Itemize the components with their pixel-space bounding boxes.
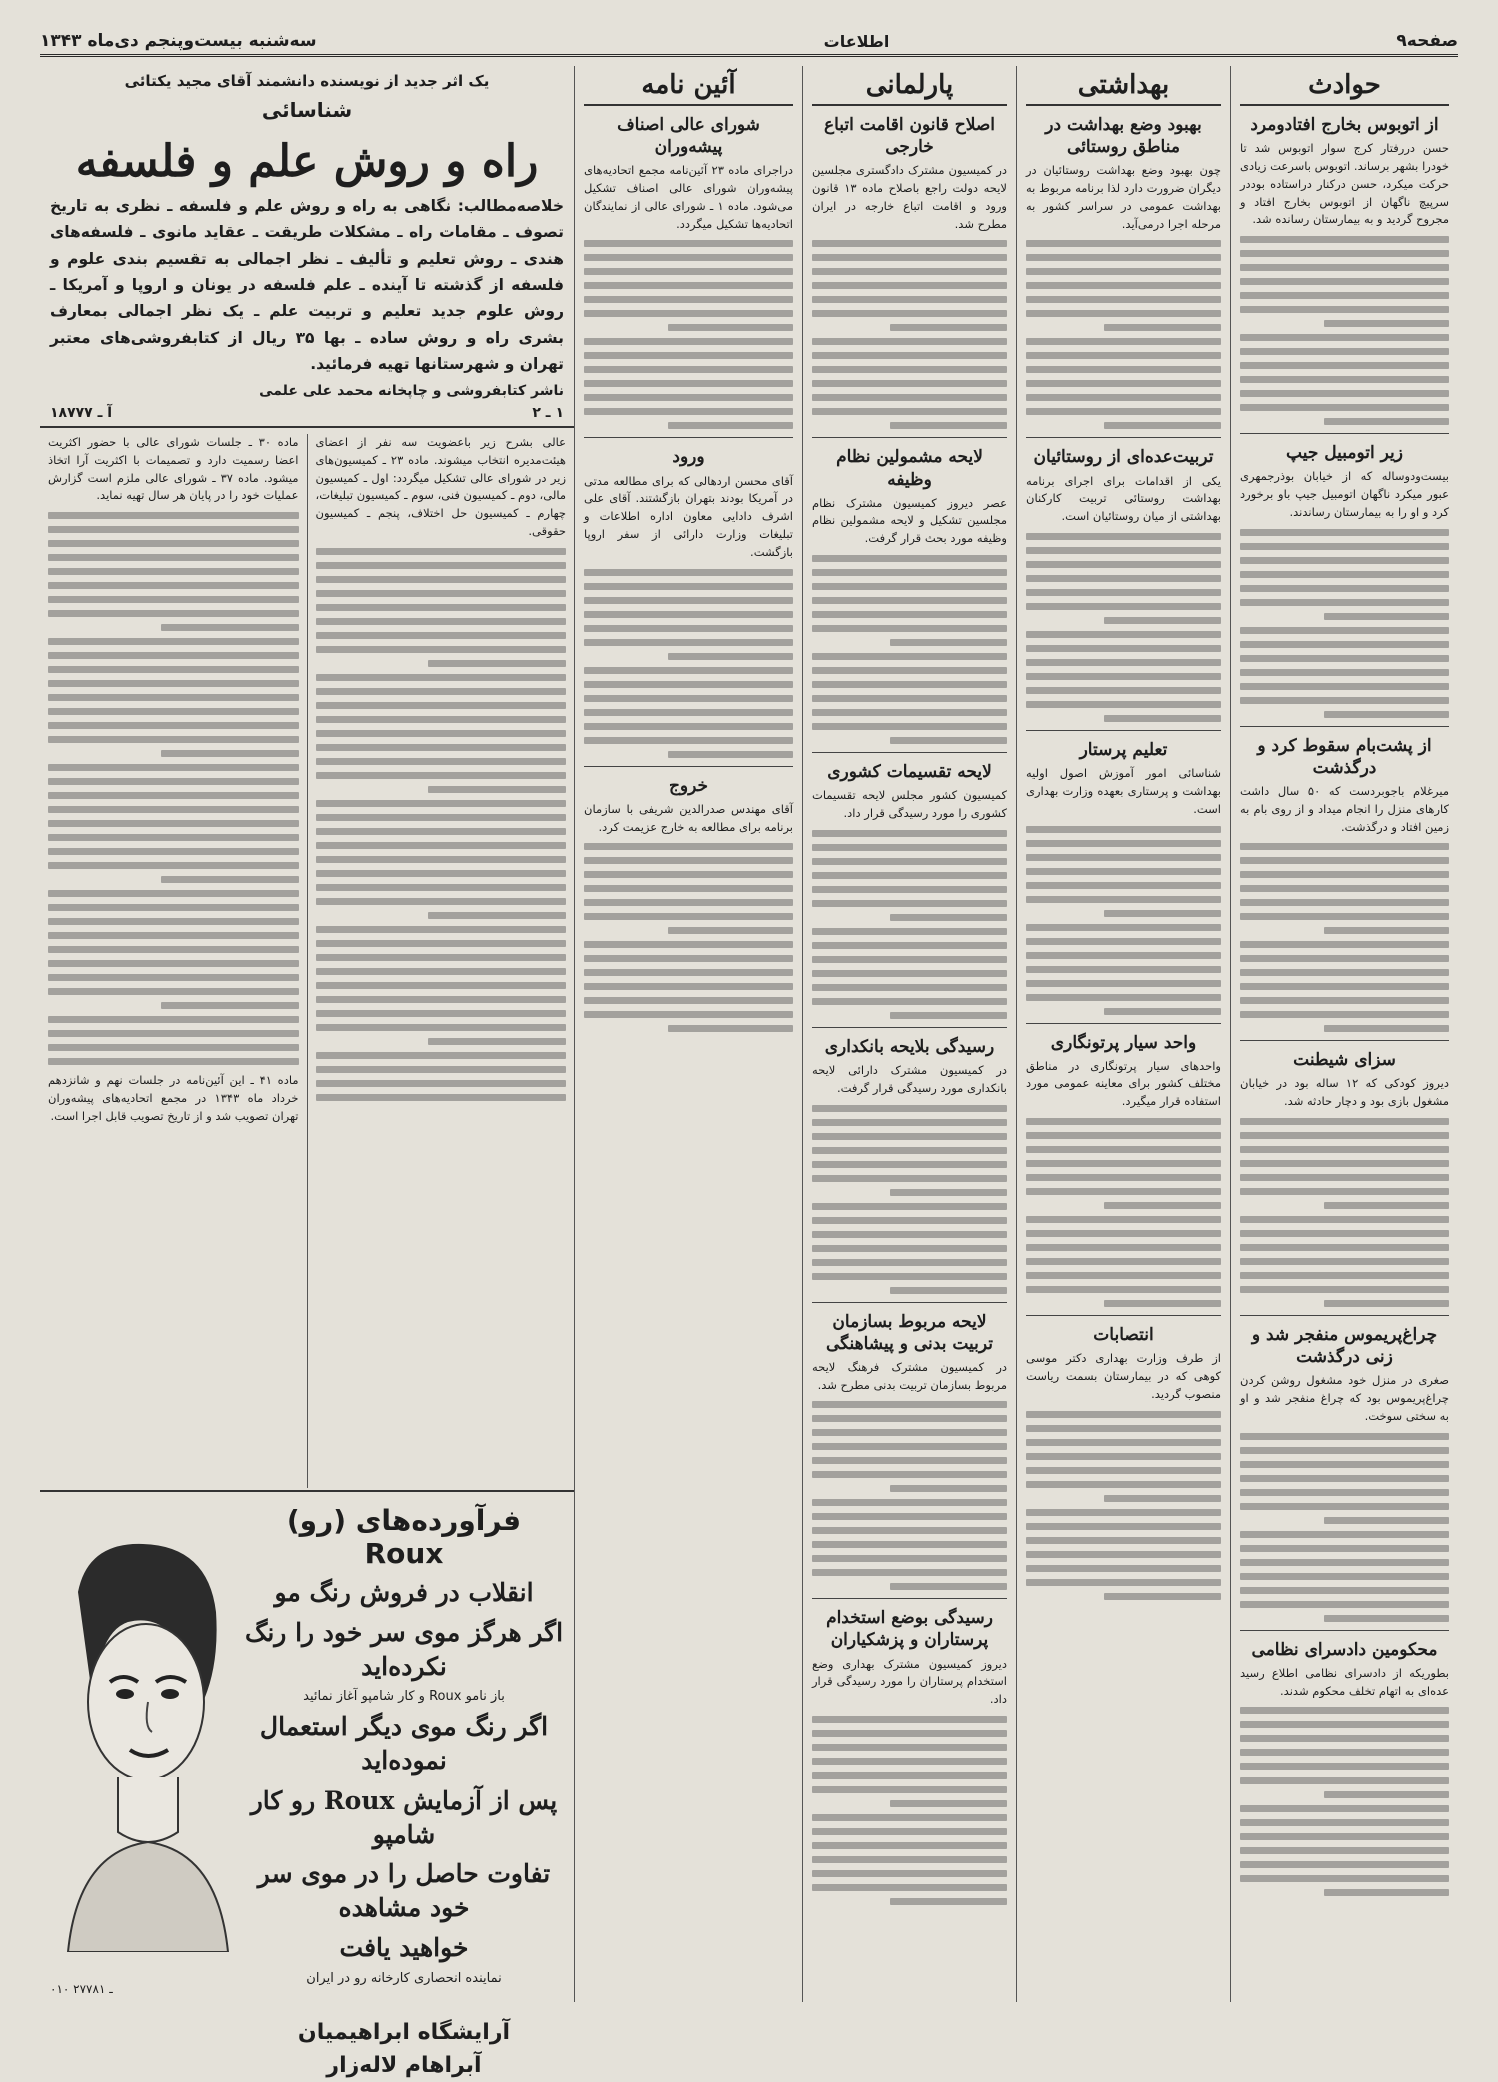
book-code-left: آ ـ ۱۸۷۷۷: [50, 405, 113, 422]
book-code-right: ۱ ـ ۲: [532, 405, 564, 422]
text-lines: [584, 240, 793, 429]
health-heading: بهداشتی: [1026, 70, 1221, 106]
article-body: در کمیسیون مشترک دادگستری مجلسین لایحه دولت راجع باصلاح ماده ۱۳ قانون ورود و اقامت اتباع خارجه در ایران مطرح شد.: [812, 163, 1007, 231]
text-lines: [1240, 1433, 1449, 1622]
article-divider: [812, 437, 1007, 438]
text-lines: [812, 1105, 1007, 1294]
book-codes: [40, 399, 574, 421]
ad-agent: نماینده انحصاری کارخانه رو در ایران: [306, 1970, 502, 1986]
article-title: بهبود وضع بهداشت در مناطق روستائی: [1045, 115, 1202, 158]
statute-continuation: [40, 434, 574, 1488]
article-divider: [1240, 1630, 1449, 1631]
article-divider: [812, 1302, 1007, 1303]
book-advert: [40, 66, 574, 428]
left-section: [40, 66, 574, 2078]
bylaws-list: [584, 114, 793, 1032]
text-lines: [812, 555, 1007, 744]
text-lines: [1026, 533, 1221, 722]
article-divider: [1240, 1040, 1449, 1041]
statute-text-3: ماده ۴۱ ـ این آئین‌نامه در جلسات نهم و شانزدهم خرداد ماه ۱۳۴۳ در مجمع اتحادیه‌های پیشه‌وران تهران تصویب شد و از تاریخ تصویب قابل اجرا است.: [48, 1073, 299, 1123]
article-title: ورود: [672, 447, 705, 468]
issue-date: سه‌شنبه بیست‌و‌پنجم دی‌ماه ۱۳۴۳: [40, 31, 317, 51]
parliament-list: [812, 114, 1007, 1905]
book-title: راه و روش علم و فلسفه: [75, 136, 539, 187]
article-title: تربیت‌عده‌ای از روستائیان: [1033, 447, 1214, 468]
article-title: لایحه تقسیمات کشوری: [827, 762, 992, 783]
text-lines: [1026, 1411, 1221, 1600]
book-author-line: یک اثر جدید از نویسنده دانشمند آقای مجید یکتائی: [124, 72, 490, 90]
incidents-heading: حوادث: [1240, 70, 1449, 106]
article-divider: [1240, 1315, 1449, 1316]
book-subtitle: شناسائی: [261, 98, 353, 122]
article-title: خروج: [668, 775, 709, 796]
article-body: آقای مهندس صدرالدین شریفی با سازمان برنامه برای مطالعه به خارج عزیمت کرد.: [584, 801, 793, 834]
article-body: بیست‌ودوساله که از خیابان بوذرجمهری عبور میکرد ناگهان اتومبیل جیپ باو برخورد کرد و او را به بیمارستان رساندند.: [1240, 469, 1449, 519]
book-footer: [40, 377, 574, 399]
page-number: صفحه۹: [1396, 31, 1458, 51]
parliament-heading: پارلمانی: [812, 70, 1007, 106]
article-title: چراغ‌پریموس منفجر شد و زنی درگذشت: [1251, 1325, 1438, 1368]
article-divider: [1240, 433, 1449, 434]
text-lines: [1240, 1707, 1449, 1896]
statute-col-1: [307, 434, 575, 1488]
article-divider: [1026, 1315, 1221, 1316]
article-body: دیروز کودکی که ۱۲ ساله بود در خیابان مشغول بازی بود و دچار حادثه شد.: [1240, 1076, 1449, 1109]
bylaws-heading: آئین نامه: [584, 70, 793, 106]
ad-line-4: پس از آزمایش Roux رو کار شامپو: [250, 1785, 558, 1849]
column-bylaws: [574, 66, 802, 2002]
article-divider: [812, 1598, 1007, 1599]
article-body: در کمیسیون مشترک دارائی لایحه بانکداری مورد رسیدگی قرار گرفت.: [812, 1062, 1007, 1095]
text-lines: [1026, 240, 1221, 429]
article-title: اصلاح قانون اقامت اتباع خارجی: [823, 115, 996, 158]
article-divider: [812, 1027, 1007, 1028]
ad-code: ۰۱۰ ـ ۲۷۷۸۱: [50, 1982, 113, 1996]
health-list: [1026, 114, 1221, 1600]
article-title: شورای عالی اصناف پیشه‌وران: [617, 115, 760, 158]
article-body: میرغلام باجوبردست که ۵۰ سال داشت کارهای منزل را انجام میداد و از روی بام به زمین افتاد و درگذشت.: [1240, 783, 1449, 834]
text-lines: [584, 843, 793, 1032]
woman-portrait-illustration: [48, 1532, 238, 1952]
text-lines: [812, 1401, 1007, 1590]
ad-salon: آرایشگاه ابراهیمیان: [297, 2019, 511, 2045]
article-title: محکومین دادسرای نظامی: [1251, 1639, 1438, 1660]
column-incidents: [1230, 66, 1458, 2002]
article-title: از پشت‌بام سقوط کرد و درگذشت: [1257, 735, 1432, 778]
article-title: لایحه مربوط بسازمان تربیت بدنی و پیشاهنگی: [825, 1311, 994, 1354]
article-body: بطوریکه از دادسرای نظامی اطلاع رسید عده‌ای به اتهام تخلف محکوم شدند.: [1240, 1665, 1449, 1698]
article-body: شناسائی امور آموزش اصول اولیه بهداشت و پرستاری بعهده وزارت بهداری است.: [1026, 766, 1221, 816]
column-health: [1016, 66, 1230, 2002]
ad-line-5: تفاوت حاصل را در موی سر خود مشاهده: [257, 1859, 551, 1922]
ad-line-6: خواهید یافت: [339, 1932, 469, 1962]
article-body: از طرف وزارت بهداری دکتر موسی کوهی که در بیمارستان بسمت ریاست منصوب گردید.: [1026, 1351, 1221, 1401]
article-title: واحد سیار پرتونگاری: [1050, 1032, 1197, 1053]
text-lines: [1026, 1118, 1221, 1307]
article-body: واحدهای سیار پرتونگاری در مناطق مختلف کشور برای معاینه عمومی مورد استفاده قرار میگیرد.: [1026, 1058, 1221, 1109]
ad-line-3: اگر رنگ موی دیگر استعمال نموده‌اید: [259, 1712, 549, 1775]
roux-advert: [40, 1490, 574, 2078]
ad-owner: آبراهام لاله‌زار: [326, 2052, 482, 2078]
article-body: در کمیسیون مشترک فرهنگ لایحه مربوط بسازمان تربیت بدنی مطرح شد.: [812, 1359, 1007, 1392]
ad-line-1: اگر هرگز موی سر خود را رنگ نکرده‌اید: [244, 1617, 564, 1681]
article-divider: [1026, 1023, 1221, 1024]
text-lines: [1240, 843, 1449, 1032]
article-body: عصر دیروز کمیسیون مشترک نظام مجلسین تشکیل و لایحه مشمولین نظام وظیفه مورد بحث قرار گرفت.: [812, 495, 1007, 546]
article-divider: [1240, 726, 1449, 727]
ad-line-2: باز نامو Roux و کار شامپو آغاز نمائید: [303, 1689, 505, 1705]
article-divider: [1026, 437, 1221, 438]
text-lines: [812, 1716, 1007, 1905]
article-title: رسیدگی بوضع استخدام پرستاران و پزشکیاران: [826, 1608, 993, 1651]
statute-col-2: [40, 434, 307, 1488]
article-divider: [1026, 730, 1221, 731]
book-description: خلاصه‌مطالب: نگاهی به راه و روش علم و فلسفه ـ نظری به تاریخ تصوف ـ مقامات راه ـ مشکلات طریقت ـ عقاید مانوی ـ فلسفه‌های هندی ـ روش تعلیم و تألیف ـ نظر اجمالی به تقسیم بندی علوم و فلسفه از گذشته تا آینده ـ علم فلسفه در یونان و اروپا و آمریکا ـ روش علوم جدید تعلیم و تربیت علم ـ یک نظر اجمالی بمعارف بشری راه و روش ساده ـ بها ۳۵ ریال از کتابفروشی‌های معتبر تهران و شهرستانها تهیه فرمائید.: [50, 197, 564, 374]
article-body: چون بهبود وضع بهداشت روستائیان در دیگران ضرورت دارد لذا برنامه مربوط به بهداشت عمومی در سراسر کشور به مرحله اجرا درمی‌آید.: [1026, 163, 1221, 231]
article-body: صغری در منزل خود مشغول روشن کردن چراغ‌پریموس بود که چراغ منفجر شد و او به سختی سوخت.: [1240, 1373, 1449, 1423]
article-title: لایحه مشمولین نظام وظیفه: [836, 447, 983, 490]
text-lines: [812, 830, 1007, 1019]
statute-text-1: عالی بشرح زیر باعضویت سه نفر از اعضای هیئت‌مدیره انتخاب میشوند. ماده ۲۳ ـ کمیسیون‌های زیر در شورای عالی تشکیل میگردد: اول ـ کمیسیون مالی، دوم ـ کمیسیون فنی، سوم ـ کمیسیون تبلیغات، چهارم ـ کمیسیون حل اختلاف، پنجم ـ کمیسیون حقوقی.: [315, 435, 566, 539]
text-lines: [1026, 826, 1221, 1015]
statute-text-2: ماده ۳۰ ـ جلسات شورای عالی با حضور اکثریت اعضا رسمیت دارد و تصمیمات با اکثریت آرا اتخاذ میشود. ماده ۳۷ ـ شورای عالی ملزم است گزارش عملیات خود را در پایان هر سال تهیه نماید.: [48, 435, 299, 503]
masthead: [40, 28, 1458, 57]
article-body: حسن دررفتار کرج سوار اتوبوس شد تا خودرا بشهر برساند. اتوبوس باسرعت زیادی حرکت میکرد، حسن درکنار دراستاده بوددر سرپیچ ناگهان از اتوبوس بخارج افتاد و مجروح گردید و به بیمارستان رسانده شد.: [1240, 141, 1449, 227]
column-parliament: [802, 66, 1016, 2002]
ad-headline: انقلاب در فروش رنگ مو: [274, 1578, 534, 1607]
article-title: زیر اتومبیل جیپ: [1286, 443, 1403, 464]
article-divider: [812, 752, 1007, 753]
article-body: کمیسیون کشور مجلس لایحه تقسیمات کشوری را مورد رسیدگی قرار داد.: [812, 788, 1007, 820]
book-publisher: ناشر کتابفروشی و چاپخانه محمد علی علمی: [259, 383, 564, 400]
text-lines: [1240, 529, 1449, 718]
article-body: دراجرای ماده ۲۳ آئین‌نامه مجمع اتحادیه‌های پیشه‌وران شورای عالی اصناف تشکیل می‌شود. ماده ۱ ـ شورای عالی از نمایندگان اتحادیه‌ها تشکیل میگردد.: [584, 163, 793, 231]
article-title: تعلیم پرستار: [1079, 739, 1168, 760]
ad-brand: فرآورده‌های (رو) Roux: [286, 1504, 522, 1570]
text-lines: [1240, 1118, 1449, 1307]
article-divider: [584, 766, 793, 767]
text-lines: [584, 569, 793, 758]
article-body: آقای محسن اردهالی که برای مطالعه مدتی در آمریکا بودند بتهران بازگشتند. آقای علی اشرف دادایی معاون اداره اطلاعات و تبلیغات وزارت دارائی از سفر اروپا بازگشت.: [584, 473, 793, 559]
incidents-list: [1240, 114, 1449, 1896]
ad-copy: [244, 1504, 564, 2082]
paper-name: اطلاعات: [823, 31, 890, 51]
article-body: دیروز کمیسیون مشترک بهداری وضع استخدام پرستاران را مورد رسیدگی قرار داد.: [812, 1656, 1007, 1707]
article-title: از اتوبوس بخارج افتادومرد: [1250, 115, 1439, 135]
text-lines: [1240, 236, 1449, 425]
article-body: یکی از اقدامات برای اجرای برنامه بهداشت روستائی تربیت کارکنان بهداشتی از میان روستائیان است.: [1026, 473, 1221, 524]
article-title: سزای شیطنت: [1293, 1050, 1396, 1071]
text-lines: [316, 548, 567, 1101]
text-lines: [812, 240, 1007, 429]
article-title: انتصابات: [1093, 1325, 1154, 1346]
article-divider: [584, 437, 793, 438]
text-lines: [48, 512, 299, 1065]
article-title: رسیدگی بلایحه بانکداری: [824, 1036, 995, 1057]
